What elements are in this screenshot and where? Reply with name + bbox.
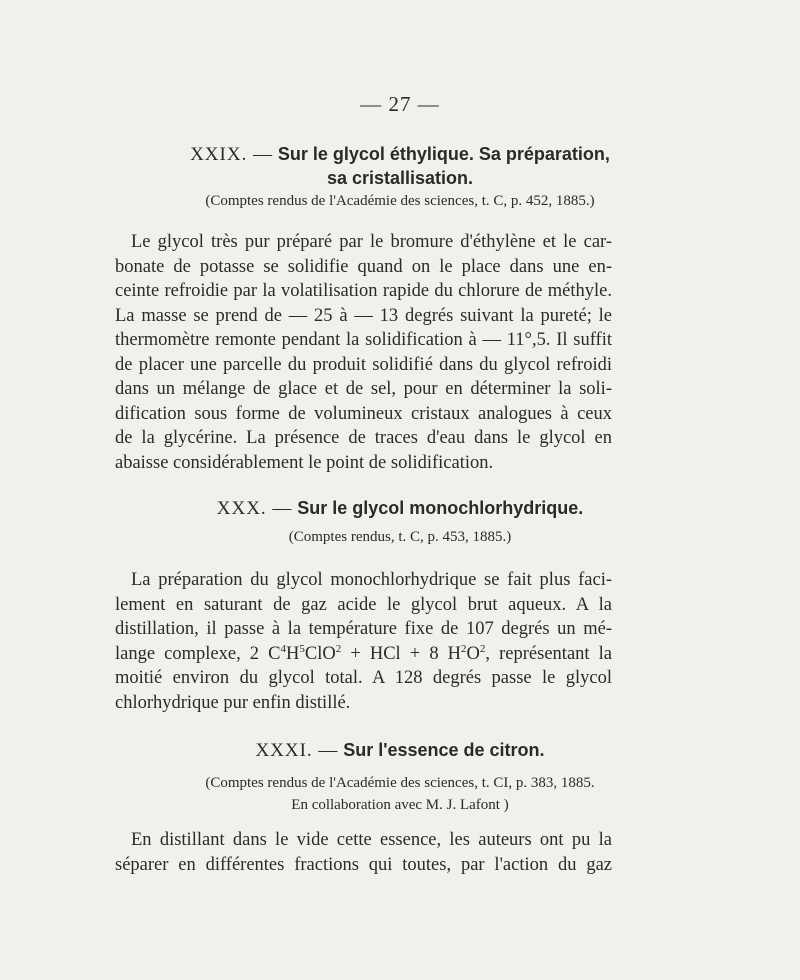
text-line: dification sous forme de volumineux cristaux analogues à ceux <box>115 403 612 424</box>
section-heading-xxx <box>0 496 800 521</box>
formula-line: lange complexe, 2 $C^4H^5ClO^2$ + HCl + 8 $H^2O^2$, représentant la <box>115 642 612 664</box>
section-title: Sur l'essence de citron. <box>343 740 545 760</box>
section-body-xxx <box>115 568 612 715</box>
text-line: La préparation du glycol monochlorhydrique se fait plus faci- <box>131 570 612 590</box>
section-citation: (Comptes rendus de l'Académie des sciences, t. CI, p. 383, 1885. <box>205 775 595 791</box>
section-body-xxix <box>115 230 612 475</box>
section-heading-xxxi <box>0 738 800 763</box>
section-number: XXX. — <box>216 498 293 519</box>
section-citation-collaboration: En collaboration avec M. J. Lafont ) <box>291 797 509 813</box>
text-line: lement en saturant de gaz acide le glycol brut aqueux. A la <box>115 594 612 615</box>
section-heading-xxix-line2 <box>0 166 800 191</box>
section-title-continued: sa cristallisation. <box>326 168 474 188</box>
text-line: abaisse considérablement le point de solidification. <box>115 452 494 473</box>
section-citation: (Comptes rendus de l'Académie des sciences, t. C, p. 452, 1885.) <box>205 193 595 209</box>
text-line: dans un mélange de glace et de sel, pour en déterminer la soli- <box>115 379 612 399</box>
text-line: bonate de potasse se solidifie quand on le place dans une en- <box>115 256 612 277</box>
page-number: — 27 — <box>360 92 440 116</box>
text-line: Le glycol très pur préparé par le bromure d'éthylène et le car- <box>131 232 612 252</box>
text-line: de la glycérine. La présence de traces d'eau dans le glycol en <box>115 428 612 448</box>
text-line: séparer en différentes fractions qui toutes, par l'action du gaz <box>115 854 612 875</box>
section-title: Sur le glycol monochlorhydrique. <box>297 498 584 518</box>
section-title: Sur le glycol éthylique. Sa préparation, <box>277 144 610 164</box>
section-number: XXIX. — <box>190 144 274 165</box>
text-line: chlorhydrique pur enfin distillé. <box>115 692 351 713</box>
section-body-xxxi <box>115 828 612 877</box>
section-heading-xxix <box>0 142 800 167</box>
text-line: distillation, il passe à la température fixe de 107 degrés un mé- <box>115 619 612 639</box>
section-citation: (Comptes rendus, t. C, p. 453, 1885.) <box>288 529 512 545</box>
text-line: thermomètre remonte pendant la solidification à — 11°,5. Il suffit <box>115 330 612 350</box>
text-line: En distillant dans le vide cette essence, les auteurs ont pu la <box>131 830 612 850</box>
text-line: La masse se prend de — 25 à — 13 degrés suivant la pureté; le <box>115 305 612 326</box>
text-line: de placer une parcelle du produit solidifié dans du glycol refroidi <box>115 354 612 375</box>
section-number: XXXI. — <box>255 740 339 761</box>
text-line: ceinte refroidie par la volatilisation rapide du chlorure de méthyle. <box>115 281 612 301</box>
text-line: moitié environ du glycol total. A 128 degrés passe le glycol <box>115 668 612 688</box>
